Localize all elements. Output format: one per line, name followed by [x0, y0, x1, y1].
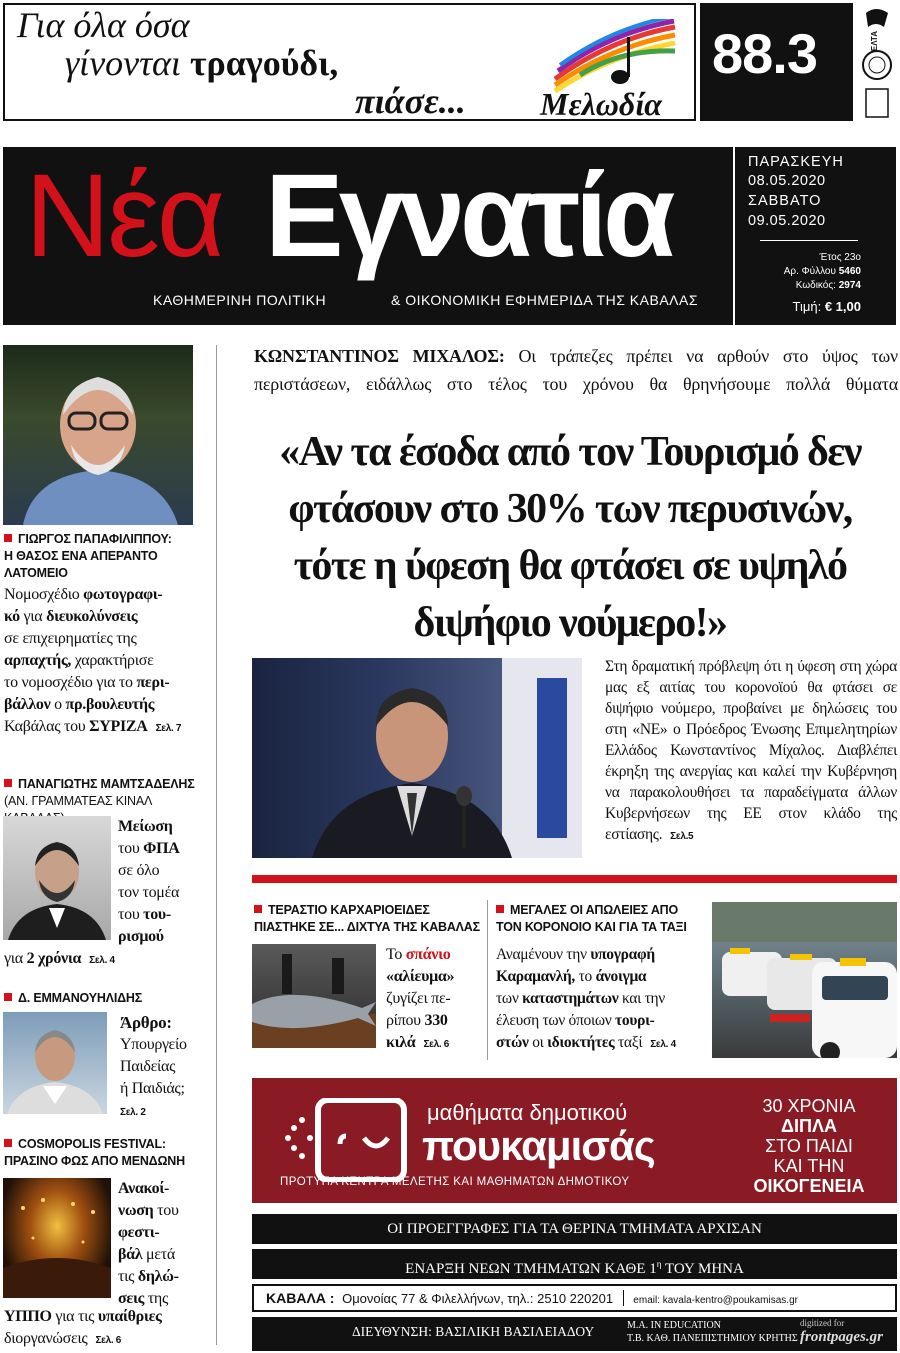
taxi-text[interactable]: Αναμένουν την υπογραφή Καραμανλή, το άνοιγμα των καταστημάτων και την έλευση των όποιων τουρι- στών οι ιδιοκτήτες ταξί Σελ. 4 — [496, 946, 676, 1051]
ad-subject: μαθήματα δημοτικού — [427, 1100, 628, 1125]
ad-line-2: γίνονται τραγούδι, — [65, 43, 339, 83]
festival-photo — [3, 1178, 111, 1298]
red-rule — [252, 875, 897, 883]
masthead — [3, 147, 896, 325]
ad-bar-1: ΟΙ ΠΡΟΕΓΓΡΑΦΕΣ ΓΙΑ ΤΑ ΘΕΡΙΝΑ ΤΜΗΜΑΤΑ ΑΡΧΙΣΑΝ — [252, 1214, 897, 1244]
masthead-title-egnatia: Εγνατία — [265, 150, 671, 282]
day-1: ΠΑΡΑΣΚΕΥΗ — [748, 154, 844, 170]
side-kicker-4: COSMOPOLIS FESTIVAL: ΠΡΑΣΙΝΟ ΦΩΣ ΑΠΟ ΜΕΝΔΩΝΗ — [4, 1137, 185, 1168]
frequency-box — [700, 3, 853, 121]
ad-email[interactable]: email: kavala-kentro@poukamisas.gr — [633, 1295, 798, 1306]
poukamisas-logo-icon — [280, 1098, 410, 1182]
radio-frequency: 88.3 — [712, 22, 817, 85]
day-2: ΣΑΒΒΑΤΟ — [748, 193, 822, 209]
issue-number: Αρ. Φύλλου 5460 — [783, 266, 861, 277]
side-text-3[interactable]: Άρθρο: Υπουργείο Παιδείας ή Παιδιάς; Σελ. 2 — [120, 1013, 187, 1118]
price: Τιμή: € 1,00 — [792, 299, 861, 314]
ad-tagline: ΠΡΟΤΥΠΑ ΚΕΝΤΡΑ ΜΕΛΕΤΗΣ ΚΑΙ ΜΑΘΗΜΑΤΩΝ ΔΗΜΟΤΙΚΟΥ — [280, 1176, 630, 1188]
side-text-2[interactable]: Μείωση του ΦΠΑ σε όλο τον τομέα του του- ρισμού — [118, 818, 180, 945]
ad-brand: Μελωδία — [540, 86, 662, 122]
elta-logo-icon — [858, 3, 896, 121]
shark-kicker: ΤΕΡΑΣΤΙΟ ΚΑΡΧΑΡΙΟΕΙΔΕΣ ΠΙΑΣΤΗΚΕ ΣΕ... ΔΙΧΤΥΑ ΤΗΣ ΚΑΒΑΛΑΣ — [254, 903, 480, 934]
date-2: 09.05.2020 — [748, 213, 826, 229]
frontpages-watermark[interactable]: frontpages.gr — [800, 1329, 883, 1345]
side-text-4[interactable]: Ανακοί- νωση του φεστι- βάλ μετά τις δηλώ- σεις της — [118, 1180, 179, 1307]
elta-stamp: ΕΛΤΑ — [858, 3, 896, 121]
side-kicker-2: ΠΑΝΑΓΙΩΤΗΣ ΜΑΜΤΣΑΔΕΛΗΣ (ΑΝ. ΓΡΑΜΜΑΤΕΑΣ ΚΙΝΑΛ — [4, 777, 195, 808]
lead-kicker: ΚΩΝΣΤΑΝΤΙΝΟΣ ΜΙΧΑΛΟΣ: Οι τράπεζες πρέπει να αρθούν στο ύψος των περιστάσεων, ειδάλλως στο τέλος του χρόνου θα θρηνήσουμε πολλά θύματα — [254, 346, 898, 394]
ad-slogan: 30 ΧΡΟΝΙΑ ΔΙΠΛΑ ΣΤΟ ΠΑΙΔΙ ΚΑΙ ΤΗΝ ΟΙΚΟΓΕΝΕΙΑ — [753, 1096, 865, 1196]
papafilippou-photo — [3, 345, 193, 525]
ad-director-bar: ΔΙΕΥΘΥΝΣΗ: ΒΑΣΙΛΙΚΗ ΒΑΣΙΛΕΙΑΔΟΥ M.A. IN EDUCATION Τ.Β. ΚΑΘ. ΠΑΝΕΠΙΣΤΗΜΙΟΥ ΚΡΗΤΗΣ digitized for frontpages.gr — [252, 1317, 897, 1351]
masthead-title-nea: Νέα — [25, 150, 223, 282]
taxi-kicker: ΜΕΓΑΛΕΣ ΟΙ ΑΠΩΛΕΙΕΣ ΑΠΟ ΤΟΝ ΚΟΡΟΝΟΙΟ ΚΑΙ ΓΙΑ ΤΑ ΤΑΞΙ — [496, 903, 687, 934]
emmanouilidis-photo — [3, 1012, 107, 1114]
lead-headline[interactable]: «Αν τα έσοδα από τον Τουρισμό δεν φτάσουν στο 30% των περυσινών, τότε η ύφεση θα φτάσει σε υψηλό διψήφιο νούμερο!» — [279, 429, 861, 646]
shark-text[interactable]: Το σπάνιο «αλίευμα» ζυγίζει πε- ρίπου 330 κιλά Σελ. 6 — [386, 946, 455, 1051]
masthead-subtitle-a: ΚΑΘΗΜΕΡΙΝΗ ΠΟΛΙΤΙΚΗ — [153, 292, 327, 308]
side-text-2-end: για 2 χρόνια Σελ. 4 — [4, 950, 115, 967]
ad-brand-name: πουκαμισάς — [422, 1122, 655, 1169]
masthead-subtitle-b: & ΟΙΚΟΝΟΜΙΚΗ ΕΦΗΜΕΡΙΔΑ ΤΗΣ ΚΑΒΑΛΑΣ — [391, 292, 698, 308]
side-kicker-1: ΓΙΩΡΓΟΣ ΠΑΠΑΦΙΛΙΠΠΟΥ: Η ΘΑΣΟΣ ΕΝΑ ΑΠΕΡΑΝΤΟ ΛΑΤΟΜΕΙΟ — [4, 532, 172, 580]
code-number: Κωδικός: 2974 — [795, 280, 861, 291]
lead-body: Στη δραματική πρόβλεψη ότι η ύφεση στη χώρα μας εξ αιτίας του κορονοϊού θα φτάσει σε διψήφιο νούμερο, προβαίνει με δηλώσεις του στη «ΝΕ» ο Πρόεδρος Ένωσης Επιμελητηρίων Ελλάδος Κωνσταντίνος Μίχαλος. Διαβλέπει έκρηξη της ανεργίας και καλεί την Κυβέρνηση να παρακολουθήσει τα παραδείγματα άλλων Κυβερνήσεων της ΕΕ στον κλάδο της εστίασης. Σελ.5 — [605, 658, 897, 843]
ad-line-3: πιάσε... — [355, 81, 466, 121]
shark-photo — [252, 944, 376, 1048]
poukamisas-ad[interactable] — [252, 1078, 897, 1203]
digitized-label: digitized for — [800, 1318, 845, 1328]
date-1: 08.05.2020 — [748, 173, 826, 189]
side-text-4-end: ΥΠΠΟ για τις υπαίθριες διοργανώσεις Σελ. 6 — [4, 1308, 162, 1347]
taxi-photo — [712, 902, 897, 1058]
mamtsadelis-photo — [3, 816, 111, 940]
side-kicker-3: Δ. ΕΜΜΑΝΟΥΗΛΙΔΗΣ — [4, 990, 199, 1007]
melodia-logo-icon — [550, 19, 680, 95]
ad-bar-2: ΕΝΑΡΞΗ ΝΕΩΝ ΤΜΗΜΑΤΩΝ ΚΑΘΕ $1^\eta$ ΤΟΥ ΜΗΝΑ — [252, 1249, 897, 1279]
ad-address-bar: ΚΑΒΑΛΑ : Ομονοίας 77 & Φιλελλήνων, τηλ.: 2510 220201 email: kavala-kentro@poukamisas.gr — [252, 1284, 897, 1312]
michalos-photo — [252, 658, 582, 858]
ad-line-1: Για όλα όσα — [17, 5, 190, 45]
side-text-1[interactable]: Νομοσχέδιο φωτογραφι- κό για διευκολύνσεις σε επιχειρηματίες της αρπαχτής, χαρακτήρισε το νομοσχέδιο για το περι- βάλλον ο πρ.βουλευτής Καβάλας του ΣΥΡΙΖΑ Σελ. 7 — [4, 586, 182, 735]
top-ad-banner[interactable] — [3, 3, 696, 121]
year-label: Έτος 23ο — [819, 252, 861, 263]
